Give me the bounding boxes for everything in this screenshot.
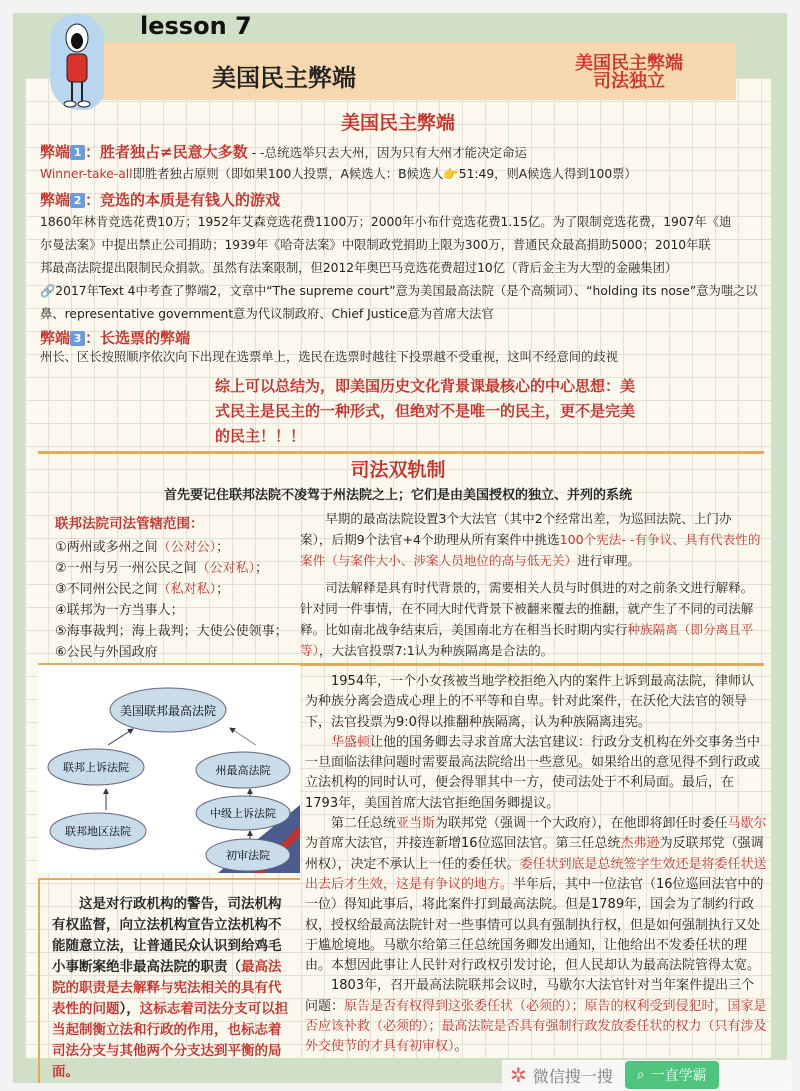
text-segment: ； <box>255 561 269 576</box>
text-segment: ①两州或多州之间 <box>55 540 158 555</box>
diagram-node <box>50 813 146 849</box>
highlight-text: 原告是否有权得到这张委任状（必须的）；原告的权利受到侵犯时，国家是否应该补救（必须的）；最高法院是否具有强制行政发放委任状的权力（只有涉及外交使节的才具有初审权） <box>305 998 767 1055</box>
text-segment: 司法解释是具有时代背景的，需要相关人员与时俱进的对之前条文进行解释。针对同一件事情，在不同大时代背景下被翻来覆去的推翻，就产生了不同的司法解释。比如南北战争结束后，美国南北方在相当长时期内实行 <box>300 580 754 637</box>
highlight-text: （公对公） <box>157 540 217 555</box>
flaw-title: ：胜者独占≠民意大多数 <box>85 143 248 161</box>
text-segment: ②一州与另一州公民之间 <box>55 561 197 576</box>
text-segment: ⑤海事裁判；海上裁判；大使公使领事； <box>55 624 288 639</box>
text-segment: ； <box>216 582 230 597</box>
highlight-text: 委任状到底是总统签字生效还是将委任状送出去后才生效，这是有争议的地方。 <box>305 856 767 892</box>
wechat-search-icon: ✲ <box>510 1063 527 1087</box>
text-line: 🔗2017年Text 4中考查了弊端2，文章中“The supreme court”意为美国最高法院（是个高频词）、“holding its nose”意为嗤之以 <box>40 284 758 298</box>
highlight-text: 华盛顿 <box>331 734 371 750</box>
svg-text:中级上诉法院: 中级上诉法院 <box>210 807 276 820</box>
winner-take-all-line <box>40 163 637 186</box>
highlight-text: 亚当斯 <box>396 816 436 832</box>
text-segment: ，大法官投票7:1认为种族隔离是合法的。 <box>318 643 554 658</box>
text-line: 尔曼法案》中提出禁止公司捐助；1939年《哈奇法案》中限制政党捐助上限为300万，普通民众最高捐助5000；2010年联 <box>40 238 711 252</box>
banner-title: 美国民主弊端 <box>212 64 356 92</box>
svg-text:联邦地区法院: 联邦地区法院 <box>65 825 131 838</box>
text-segment: 这是对行政机构的警告，司法机构有权监督，向立法机构宣告立法机构不能随意立法，让普通民众认识到给鸡毛小事断案绝非最高法院的职责（ <box>52 896 282 975</box>
flaw-heading-1 <box>40 141 527 162</box>
divider <box>38 451 764 454</box>
court-hierarchy-diagram <box>38 665 300 873</box>
text-segment: 即胜者独占原则（即如果100人投票，A候选人：B候选人👉51:49，则A候选人得到100票） <box>132 167 637 181</box>
text-segment: 让他的国务卿去寻求首席大法官建议：行政分支机构在外交事务当中一旦面临法律问题时需要最高法院给出一些意见。如果给出的意见得不到行政或立法机构的同时认可，便会得罪其中一方，使司法处于不利局面。最后，在1793年，美国首席大法官拒绝国务卿提议。 <box>305 734 761 811</box>
highlight-text: 这标志着司法分支可以担当起制衡立法和行政的作用，也标志着司法分支与其他两个分支达到平衡的局面。 <box>52 1001 289 1080</box>
banner-tag-line: 美国民主弊端 <box>575 53 683 74</box>
paragraph <box>305 814 767 976</box>
watermark-label: 微信搜一搜 <box>532 1066 613 1086</box>
text-segment: ⑥公民与外国政府 <box>55 645 158 660</box>
case-history <box>305 672 767 1058</box>
text-segment: 早期的最高法院设置3个大法官（其中2个经常出差，为巡回法院、上门办案），后期9个法官+4个助理从所有案件中挑选 <box>300 511 732 547</box>
lesson-label: lesson 7 <box>140 12 252 40</box>
section-title: 司法双轨制 <box>350 459 446 481</box>
highlight-text: 100个宪法- -有争议、具有代表性的案件（与案件大小、涉案人员地位的高与低无关） <box>300 532 761 568</box>
paragraph <box>305 672 767 733</box>
text-segment: ； <box>216 540 230 555</box>
flaw-prefix: 弊端 <box>40 191 71 209</box>
banner-tag-line: 司法独立 <box>593 71 665 92</box>
highlight-text: 杰弗逊 <box>620 836 660 852</box>
list-item <box>55 558 295 579</box>
highlight-text: 种族隔离（即分离且平等） <box>300 622 754 658</box>
paragraph <box>305 976 767 1057</box>
flaw-note: - -总统选举只去大州，因为只有大州才能决定命运 <box>247 145 528 160</box>
flaw-prefix: 弊端 <box>40 143 71 161</box>
warning-note <box>38 878 300 1083</box>
flaw-prefix: 弊端 <box>40 329 71 347</box>
diagram-node <box>206 839 290 871</box>
svg-text:州最高法院: 州最高法院 <box>215 764 271 777</box>
flaw-title: ：竞选的本质是有钱人的游戏 <box>85 191 281 209</box>
list-item <box>55 621 295 642</box>
jurisdiction-list <box>55 514 295 663</box>
text-line: 州长、区长按照顺序依次向下出现在选票单上，选民在选票时越往下投票越不受重视，这叫不经意间的歧视 <box>40 350 618 364</box>
flaw-title: ：长选票的弊端 <box>85 329 191 347</box>
text-segment: ）， <box>119 1001 140 1017</box>
diagram-node <box>48 749 144 785</box>
list-item <box>55 537 295 558</box>
list-item <box>55 642 295 663</box>
svg-text:美国联邦最高法院: 美国联邦最高法院 <box>119 704 217 718</box>
diagram-node <box>110 688 226 732</box>
text-segment: 1954年，一个小女孩被当地学校拒绝入内的案件上诉到最高法院，律师认为种族分离会造成心理上的不平等和自卑。针对此案件，在沃伦大法官的领导下，法官投票为9:0得以推翻种族隔离，认为种族隔离违宪。 <box>305 674 755 730</box>
list-item <box>55 579 295 600</box>
highlight-text: （公对私） <box>196 561 256 576</box>
banner-tag <box>575 55 683 91</box>
text-segment: 为反联邦党（强调州权），决定不承认上一任的委任状。 <box>305 836 764 872</box>
wechat-search-watermark <box>502 1060 792 1090</box>
diagram-node <box>196 796 290 830</box>
search-term: 一直学霸 <box>650 1068 707 1084</box>
text-line: 邦最高法院提出限制民众捐款。虽然有法案限制，但2012年奥巴马竞选花费超过10亿（背后金主为大型的金融集团） <box>40 261 678 275</box>
flaw-heading-2 <box>40 189 280 210</box>
text-line: 1860年林肯竞选花费10万；1952年艾森竞选花费1100万；2000年小布什竞选花费1.15亿。为了限制竞选花费，1907年《迪 <box>40 215 732 229</box>
text-segment: ③不同州公民之间 <box>55 582 158 597</box>
diagram-node <box>196 752 290 788</box>
text-segment: 为联邦党（强调一个大政府），在他即将卸任时委任 <box>435 816 728 832</box>
text-segment: 第二任总统 <box>331 816 397 832</box>
list-item <box>55 600 295 621</box>
highlight-text: 马歇尔 <box>727 816 767 832</box>
text-line: 鼻、representative government意为代议制政府、Chief Justice意为首席大法官 <box>40 307 494 321</box>
arrow-icon <box>108 729 133 745</box>
highlight-text: （私对私） <box>157 582 217 597</box>
text-segment: ④联邦为一方当事人； <box>55 603 184 618</box>
paragraph <box>300 577 762 661</box>
section-subtitle: 首先要记住联邦法院不凌驾于州法院之上；它们是由美国授权的独立、并列的系统 <box>163 488 632 503</box>
paragraph <box>305 733 767 814</box>
court-notes <box>300 508 762 667</box>
jurisdiction-title: 联邦法院司法管辖范围： <box>55 516 204 532</box>
arrow-icon <box>230 728 256 745</box>
section-title: 美国民主弊端 <box>340 112 455 134</box>
number-badge-icon: 2 <box>70 193 85 208</box>
text-segment: 进行审理。 <box>577 553 641 568</box>
highlight-text: 最高法院的职责是去解释与宪法相关的具有代表性的问题 <box>52 959 282 1017</box>
text-segment: 半年后，其中一位法官（16位巡回法官中的一位）得知此事后，将此案件打到最高法院。但是1789年，国会为了制约行政权，授权给最高法院针对一些事情可以具有强制执行权，但是如何强制执行又处于尴尬境地。马歇尔给第三任总统国务卿发出通知，让他给出不发委任状的理由。本想因此事让人民针对行政权引发讨论，但人民却认为最高法院管得太宽。 <box>305 876 764 974</box>
number-badge-icon: 3 <box>70 331 85 346</box>
text-segment: 。 <box>454 1039 468 1055</box>
paragraph <box>300 508 762 571</box>
search-icon: ⌕ <box>636 1067 645 1083</box>
text-segment: 为首席大法官，并接连新增16位巡回法官。第三任总统 <box>305 836 621 852</box>
search-button[interactable] <box>625 1061 719 1089</box>
svg-text:联邦上诉法院: 联邦上诉法院 <box>63 761 129 774</box>
number-badge-icon: 1 <box>70 145 85 160</box>
flaw-heading-3 <box>40 327 190 348</box>
text-segment: 1803年，召开最高法院联邦会议时，马歇尔大法官针对当年案件提出三个问题： <box>305 978 755 1014</box>
summary: 综上可以总结为，即美国历史文化背景课最核心的中心思想：美式民主是民主的一种形式，但绝对不是唯一的民主，更不是完美的民主！！！ <box>215 377 636 445</box>
highlight-text: Winner-take-all <box>40 167 133 181</box>
mascot-illustration <box>52 16 102 111</box>
svg-text:初审法院: 初审法院 <box>226 849 270 862</box>
